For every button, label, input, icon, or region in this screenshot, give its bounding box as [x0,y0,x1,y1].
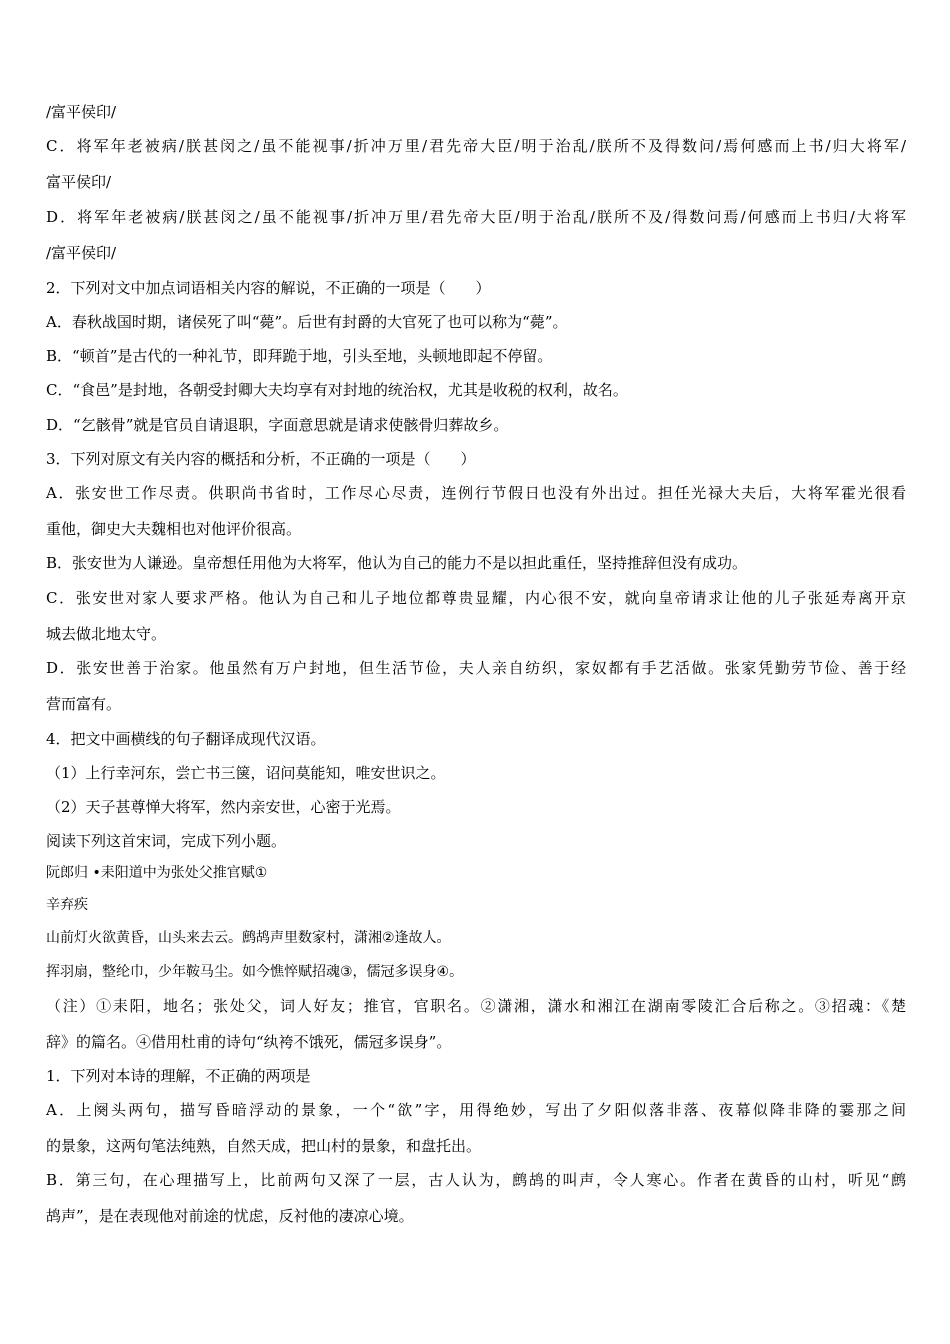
poem-section-intro: 阅读下列这首宋词，完成下列小题。 [46,832,287,850]
option-d-line-2: /富平侯印/ [46,244,117,262]
question-2-option-a: A．春秋战国时期，诸侯死了叫“薨”。后世有封爵的大官死了也可以称为“薨”。 [46,313,568,331]
question-3-option-c-line-2: 城去做北地太守。 [46,625,167,643]
question-2-option-c: C．“食邑”是封地，各朝受封卿大夫均享有对封地的统治权，尤其是收税的权利，故名。 [46,381,628,399]
question-3-option-d-line-1: D．张安世善于治家。他虽然有万户封地，但生活节俭，夫人亲自纺织，家奴都有手艺活做。张家凭勤劳节俭、善于经 [46,659,906,677]
option-c-line-2: 富平侯印/ [46,173,112,191]
question-3-option-a-line-1: A．张安世工作尽责。供职尚书省时，工作尽心尽责，连例行节假日也没有外出过。担任光禄大夫后，大将军霍光很看 [46,484,906,502]
question-4-item-2: （2）天子甚尊惮大将军，然内亲安世，心密于光焉。 [46,798,401,816]
poem-title: 阮郎归 •耒阳道中为张处父推官赋① [46,865,268,881]
question-3-option-a-line-2: 重他，御史大夫魏相也对他评价很高。 [46,520,302,538]
poem-question-1-option-a-line-2: 的景象，这两句笔法纯熟，自然天成，把山村的景象，和盘托出。 [46,1137,482,1155]
question-3-option-d-line-2: 营而富有。 [46,695,122,713]
poem-notes-line-1: （注）①耒阳，地名；张处父，词人好友；推官，官职名。②潇湘，潇水和湘江在湖南零陵汇合后称之。③招魂：《楚 [46,997,906,1015]
question-3-option-c-line-1: C．张安世对家人要求严格。他认为自己和儿子地位都尊贵显耀，内心很不安，就向皇帝请求让他的儿子张延寿离开京 [46,589,906,607]
question-4-stem: 4．把文中画横线的句子翻译成现代汉语。 [46,730,326,748]
poem-question-1-option-b-line-2: 鸪声”，是在表现他对前途的忧虑，反衬他的凄凉心境。 [46,1207,414,1225]
option-d-line-1: D．将军年老被病/朕甚闵之/虽不能视事/折冲万里/君先帝大臣/明于治乱/朕所不及/得数问焉/何感而上书归/大将军 [46,208,906,226]
question-3-option-b: B．张安世为人谦逊。皇帝想任用他为大将军，他认为自己的能力不是以担此重任，坚持推辞但没有成功。 [46,554,748,572]
option-b-continuation: /富平侯印/ [46,103,117,121]
poem-stanza-1: 山前灯火欲黄昏，山头来去云。鹧鸪声里数家村，潇湘②逢故人。 [46,930,451,946]
poem-stanza-2: 挥羽扇，整纶巾，少年鞍马尘。如今憔悴赋招魂③，儒冠多误身④。 [46,964,464,980]
poem-question-1-option-a-line-1: A．上阕头两句，描写昏暗浮动的景象，一个“欲”字，用得绝妙，写出了夕阳似落非落、夜幕似降非降的霎那之间 [46,1101,906,1119]
question-4-item-1: （1）上行幸河东，尝亡书三箧，诏问莫能知，唯安世识之。 [46,764,446,782]
question-2-option-d: D．“乞骸骨”就是官员自请退职，字面意思就是请求使骸骨归葬故乡。 [46,416,509,434]
question-3-stem: 3．下列对原文有关内容的概括和分析，不正确的一项是（ ） [46,450,476,468]
question-2-option-b: B．“顿首”是古代的一种礼节，即拜跪于地，引头至地，头顿地即起不停留。 [46,347,553,365]
poem-question-1-option-b-line-1: B．第三句，在心理描写上，比前两句又深了一层，古人认为，鹧鸪的叫声，令人寒心。作者在黄昏的山村，听见“鹧 [46,1171,906,1189]
poem-author: 辛弃疾 [46,897,88,913]
poem-notes-line-2: 辞》的篇名。④借用杜甫的诗句“纨袴不饿死，儒冠多误身”。 [46,1033,452,1051]
question-2-stem: 2．下列对文中加点词语相关内容的解说，不正确的一项是（ ） [46,279,491,297]
poem-question-1-stem: 1．下列对本诗的理解，不正确的两项是 [46,1067,311,1085]
option-c-line-1: C．将军年老被病/朕甚闵之/虽不能视事/折冲万里/君先帝大臣/明于治乱/朕所不及得数问/焉何感而上书/归大将军/ [46,137,906,155]
